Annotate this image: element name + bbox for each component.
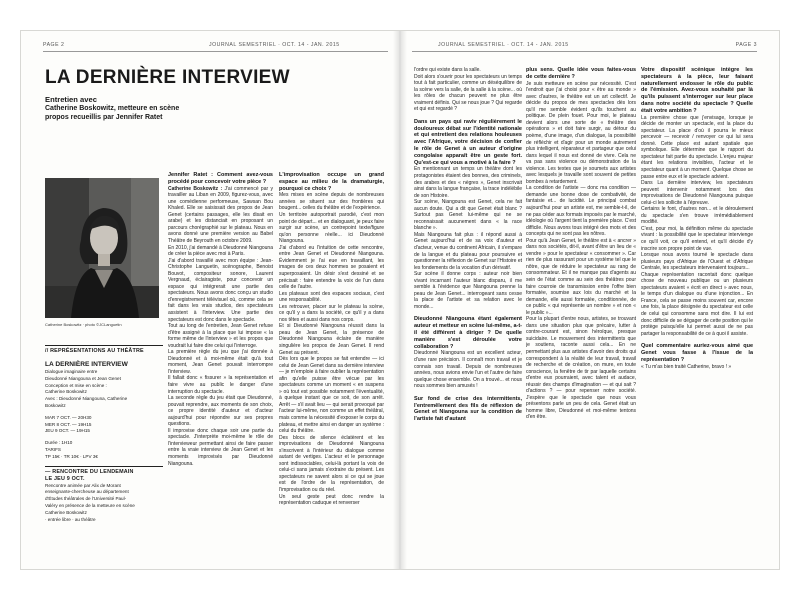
interview-paragraph [641,226,753,252]
text-column-4 [526,67,636,537]
paragraph-text: Sur scène il donne corps : auteur noir bien vivant incarnant l'auteur blanc disparu, il me semble à l'évidence que Niangouna prenne la peau de Jean Genet... interrogeant sans cesse la place de l'artiste et sa relation avec le monde... [414,271,522,310]
sidebar-section-head: // REPRÉSENTATIONS AU THÉÂTRE [45,348,144,354]
interview-paragraph [168,428,273,467]
interview-paragraph [414,166,522,199]
paragraph-text: Dans La dernière interview, les spectateurs peuvent intervenir notamment lors des improvisations de Dieudonné Niangouna puisque celui-ci les sollicite à l'épreuve. [641,180,753,206]
interview-paragraph [414,350,522,389]
interview-paragraph [279,291,384,304]
interview-question: Dans un pays qui raviv régulièrement le douloureux débat sur l'identité nationale et qui entretient des relations houleuses avec l'Afrique, votre décision de confier le rôle de Genet à un auteur d'origine congolaise apparaît être un geste fort. Qu'est-ce qui vous a motivé à la faire ? [414,118,522,166]
paragraph-text: Chaque représentation racontait donc quelque chose de nouveau publique ou un plusieurs spectateurs avaient « écrit en direct » avec nous, le temps d'un dialogue ou d'une injonction... En France, cela se passe moins souvent car, encore une fois, la place désignée du spectateur est celle de celui qui consomme sans mot dire. Il lui est donc difficile de se dégager de cette position qui le protège puisqu'elle lui permet aussi de ne pas partager la responsabilité de ce à quoi il assiste. [641,271,753,337]
show-date: MER 8 OCT. — 19H15 [45,421,92,427]
interview-paragraph [168,375,273,395]
paragraph-text: Certains le font, d'autres non... et le déroulement du spectacle s'en trouve irrémédiablement modifié. [641,206,753,226]
page-folio-left: PAGE 2 [43,42,65,48]
paragraph-text: C'est, pour moi, la définition même du spectacle vivant : la possibilité que le spectateur intervienge ce qu'il voit, ce qu'il entend, et qu'il décide d'y inscrire son propre point de vue. [641,225,753,252]
paragraph-text: Un territoire autoportrait parodié, c'est mon point de départ... et en dialoguant, je peux faire surgir sur scène, un contrepoint texte/figure qu'on personne réelle... ici Dieudonné Niangouna. [279,212,384,245]
paragraph-text: Mais Niangouna fait plus : il répond aussi à Genet aujourd'hui et de sa voix d'auteur et d'acteur, venue du continent Africain, il s'empare de la langue et du plateau pour poursuivre et questionner la réflexion de Genet sur l'Histoire et les fondements de la vocation d'un dérivatif. [414,231,522,271]
performance-sidebar [45,345,163,523]
paragraph-text: J'ai commencé par y travailler au Liban en 2009, figurez-vous, avec une comédienne performeuse, Sawsan Bou Khaled. Elle se saisissait des propos de Jean Genet (certains passages, elle les disait en arabe) et les distanciait en proposant un parcours chorégraphié sur le plateau. Nous en avons donné une première version au Babel Théâtre de Beyrouth en octobre 2009. [168,185,273,244]
intro-line: Entretien avec [45,95,97,104]
left-page [21,31,400,569]
interview-paragraph [414,74,522,113]
paragraph-text: Dieudonné Niangouna est un excellent acteur, d'une rare précision. Il connaît mon travail et je connais son travail. Depuis de nombreuses années, nous avions envie l'un et l'autre de faire quelque chose ensemble. On a trouvé... et nous nous sommes bien amusés ! [414,350,522,390]
interview-paragraph [279,245,384,291]
intro-byline: propos recueillis par Jennifer Ratet [45,114,163,121]
show-credits [45,369,163,410]
interview-paragraph [168,186,273,245]
paragraph-text: Pour qu'à Jean Genet, le théâtre est à « ancrer » dans nos sociétés, dit-il, avant d'être un lieu de « vendre » pour le spectateur « consommer ». Car rien de plus rassurant pour un système tel que le nôtre, que de réduire le spectateur au rang de consommateur. Et il ne manque pas d'agents au sein de l'état comme au sein des théâtres pour faire courroie de transmission entre l'offre bien formatée, soumise aux lois du marché et la demande, elle aussi formatée, conditionnée, de ce public « qui représente un nombre » et non « le public »... [526,237,636,316]
text-column-1 [168,172,273,567]
paragraph-text: La première règle du jeu que j'ai donnée à Dieudonné et à moi-même était qu'à tout moment, Jean Genet pouvait interrompre l'interview. [168,349,273,375]
paragraph-text: En mentionnant un temps un théâtre dont les protagonistes étaient des bonnes, des criminels, des arabes et des « nègres », Genet inscrivait ainsi dans la langue française, la trace indélébile de son Histoire. [414,166,522,199]
paragraph-text: La seconde règle du jeu était que Dieudonné, pouvait reprendre, aux moments de son choix, ce propre identité d'auteur et d'acteur aujourd'hui pour répondre sur ses propres questions. [168,395,273,428]
interview-paragraph [279,304,384,324]
interview-paragraph [526,238,636,317]
interview-question: Sur fond de crise des intermittents, l'entremêlement des fils de réflexion de Genet et Niangouna sur la condition de l'artiste fait d'autant [414,395,522,423]
paragraph-text: l'ordre qui existe dans la salle. [414,67,481,73]
credit-line: Avec : Dieudonné Niangouna, Catherine [45,396,128,402]
meeting-line: d'Études théâtrales de l'Université Paul- [45,496,127,502]
divider [45,466,163,467]
paragraph-text: Et si Dieudonné Niangouna réussit dans la peau de Jean Genet, la présence de Dieudonné Niangouna éclaire de manière singulière les propos de Jean Genet. Il rend Genet au présent. [279,323,384,356]
credit-line: Boskowitz [45,402,66,408]
meeting-line: · entrée libre · au théâtre [45,516,96,522]
interview-question: plus sens. Quelle idée vous faites-vous de cette dernière ? [526,67,636,80]
tarifs-values: TP 15€ · TR 10€ · LPV 3€ [45,453,98,459]
page-folio-right: PAGE 3 [735,42,757,48]
paragraph-text: Doit alors s'ouvrir pour les spectateurs un temps tout à fait particulier, comme un déséquilibre de la scène vers la salle, de la salle à la scène... où les rôles de chacun peuvent ne plus être vraiment définis. Qui se nous joue ? Qui regarde et qui est regardé ? [414,73,522,113]
interview-paragraph [279,356,384,435]
interview-paragraph [414,199,522,232]
meeting-line: Valéry en présence de la metteure en scène [45,502,135,508]
paragraph-text: Dès lors que le propos se fait entendre — ici celui de Jean Genet dans sa dernière interview — je m'emploie à faire oublier la représentation afin qu'elle puisse être vécue par les spectateurs comme un moment « en suspens » où tout est possible notamment l'éventualité, à quelque instant que ce soit, de son arrêt. Arrêt — s'il avait lieu — qui serait provoqué par l'acteur lui-même, non comme un effet théâtral, mais comme la nécessité d'exposer le corps du plateau, et mettre ainsi en danger un système : celui du théâtre. [279,356,384,435]
meeting-line: Rencontre animée par Alix de Morant [45,482,121,488]
show-dates [45,415,163,435]
speaker-label: Catherine Boskowitz : [168,185,225,192]
header-rule [43,51,388,52]
interview-paragraph [279,494,384,507]
meeting-text [45,483,163,524]
show-title: LA DERNIÈRE INTERVIEW [45,361,128,368]
interview-question: Dieudonné Niangouna étant également auteur et metteur en scène lui-même, a-t-il été différent à diriger ? De quelle manière s'est déroulée votre collaboration ? [414,316,522,350]
paragraph-text: Les retrouver, placer sur le plateau la scène, ce qu'il y a dans la société, ce qu'il y a dans nos têtes et aussi dans nos corps. [279,303,384,323]
interview-question: Quel commentaire auriez-vous aimé que Genet vous fasse à l'issue de la représentation ? [641,343,753,363]
running-head-left: JOURNAL SEMESTRIEL · OCT. 14 - JAN. 2015 [209,42,340,48]
photo-caption: Catherine Boskowitz · photo ©JCLanguetin [45,322,122,327]
interview-paragraph [641,115,753,180]
paragraph-text: J'ai d'abord travaillé avec mon équipe : Jean-Christophe Languetin, scénographe, Benoist Bouvot, compositeur sonore, Laurent Vergnaud, éclairagiste, pour concevoir un espace qui intégrerait une partie des spectateurs. Nous avons donc conçu un studio d'enregistrement télévisuel où, comme cela se fait dans les vrais studios, des spectateurs assistent à l'interview. Une partie des spectateurs est donc dans le spectacle. [168,257,273,323]
portrait-illustration [45,178,159,318]
interview-paragraph [526,185,636,237]
paragraph-text: Sur scène, Niangouna est Genet, cela ne fait aucun doute. Qui a dit que Genet était blanc ? Surtout pas Genet lui-même qui ne se reconnaissait aucunement dans « la race blanche ». [414,199,522,232]
text-column-5 [641,67,753,537]
interview-paragraph [414,271,522,310]
interview-paragraph [641,206,753,226]
interview-paragraph [279,212,384,245]
header-rule [412,51,757,52]
interview-paragraph [168,395,273,428]
divider [45,345,163,346]
meeting-date: LE JEU 9 OCT. [45,475,85,482]
interview-paragraph [641,180,753,206]
interview-question: L'improvisation occupe un grand espace au milieu de la dramaturgie, pourquoi ce choix ? [279,172,384,192]
meeting-line: enseignante-chercheuse au département [45,489,129,495]
interview-paragraph [641,272,753,337]
interview-paragraph [641,252,753,272]
paragraph-text: En 2010, j'ai demandé à Dieudonné Niangouna de créer la pièce avec moi à Paris. [168,244,273,258]
paragraph-text: Je suis metteure en scène par nécessité. C'est l'endroit que j'ai choisi pour « être au monde » avec d'autres, le théâtre est un art collectif. Je décide du propos de mes spectacles dès lors qu'il me semble évident qu'ils touchent au politique. De plein fouet. Pour moi, le plateau devient alors une sorte de « théâtre des opérations » et doit faire surgir, au détour du poème, d'une image, d'un dialogue, la possibilité de réfléchir et d'agir pour un monde autrement plus intelligent, réparateur et partageur que celui dans lequel il nous est donné de vivre. Cela ne va pas sans violence ou démonstration de la violence. Les textes que je soumets aux artistes avec lesquels je travaille sont souvent de petites bombes à retardement. [526,80,636,185]
paragraph-text: Il fallait donc « fissurer » la représentation et faire vivre au public le danger d'une interruption du spectacle. [168,375,273,395]
right-page [400,31,779,569]
paragraph-text: J'ai d'abord eu l'intuition de cette rencontre, entre Jean Genet et Dieudonné Niangouna. Évidemment je l'ai eue en travaillant, les images de ces deux hommes se posaient et superposaient. Un désir s'est dessiné et se précisait : faire entendre la voix de l'un dans celle de l'autre. [279,244,384,291]
article-intro [45,95,325,122]
interview-paragraph [279,323,384,356]
show-duration: Durée : 1H10 [45,440,73,446]
text-column-2 [279,172,384,567]
credit-line: Catherine Boskowitz [45,389,87,395]
credit-line: Conception et mise en scène : [45,382,107,388]
paragraph-text: Tout au long de l'entretien, Jean Genet refuse d'être assigné à la place que lui impose « la forme même de l'interview » et les propos que voudrait lui faire dire celui qui l'interroge. [168,323,273,349]
interview-question: Votre dispositif scénique intègre les spectateurs à la pièce, leur faisant naturellement endosser le rôle du public de l'émission. Avez-vous souhaité par là qu'ils puissent s'interroger sur leur place dans notre société du spectacle ? Quelle était votre ambition ? [641,67,753,114]
paragraph-text: La première chose que j'envisage, lorsque je décide de monter un spectacle, est la place du spectateur. La place d'où il pourra le mieux percevoir — recevoir / renvoyer ce qui lui sera donné. Cette place est autant spatiale que symbolique. Elle détermine que le rapport du spectateur fait partie du spectacle. L'enjeu majeur étant les relations invisibles, l'acteur et le spectateur quant à un moment. Quelque chose se passe entre eux et le spectacle advient. [641,114,753,180]
show-date: JEU 9 OCT. — 19H15 [45,428,90,434]
interview-paragraph [168,258,273,323]
paragraph-text: La condition de l'artiste — donc ma condition — demande une bonne dose de combativité, de fantaisie et... de lucidité. Le principal combat aujourd'hui pour un artiste est, me semble-t-il, de ne pas céder aux formats imposés par le marché, idéologie où l'argent tient la première place. C'est difficile. Nous avons tous intégré des mots et des concepts qui ne sont pas les nôtres. [526,185,636,238]
interview-paragraph [414,232,522,271]
interview-paragraph [168,323,273,349]
tarifs-label: TARIFS [45,446,61,452]
paragraph-text: Les plateaux sont des espaces sociaux, c'est une responsabilité. [279,290,384,304]
meeting-head: — RENCONTRE DU LENDEMAIN [45,468,134,475]
intro-line: Catherine Boskowitz, metteure en scène [45,105,180,112]
magazine-spread [21,31,779,569]
credit-line: Dialogue imaginaire entre [45,369,98,374]
paragraph-text: Des blocs de silence éclatèrent et les improvisations de Dieudonné Niangouna s'inscrivent à l'intérieur du dialogue comme autant de vertiges. L'acteur et le personnage sont indissociables, celui-là portant la voix de celui-ci sans jamais s'extraire du présent. Les spectateurs ne savent alors si ce qui se joue est de l'ordre de la représentation, de l'improvisation ou du réel. [279,434,384,493]
paragraph-text: « Tu m'as bien traité Catherine, bravo ! » [641,363,732,370]
book-gutter-shadow [393,31,407,569]
interview-paragraph [526,81,636,186]
interview-paragraph [168,245,273,258]
interview-paragraph [279,192,384,212]
paragraph-text: Mes mises en scène depuis de nombreuses années se situent sur des frontières qui bougent... celles du théâtre et de l'expérience. [279,192,384,212]
running-head-right: JOURNAL SEMESTRIEL · OCT. 14 - JAN. 2015 [438,42,569,48]
paragraph-text: Pour la plupart d'entre nous, artistes, se trouvant dans une situation plus que précaire, lutter à contre-courant est, sinon héroïque, presque suicidaire. Le mouvement des intermittents que je soutiens, raconte aussi cela... En ne permettant plus aux artistes d'avoir des droits qui correspondent à la réalité de leur travail, travail de recherche et de création, on mure, en toute conscience, la fenêtre de tir par laquelle certains d'entre eux pourraient, avec talent et audace, réussir des champs d'imagination — et qui sait ? d'actions ? — pour repenser notre société. J'espère que le spectacle que nous vous présentons parle un peu de cela. Genet était un homme libre, Dieudonné et moi-même tentons d'en être. [526,316,636,421]
credit-line: Dieudonné Niangouna et Jean Genet [45,375,121,381]
paragraph-text: Il improvise donc chaque soir une partie du spectacle. J'interprète moi-même le rôle de l'intervieweur permettant ainsi de faire passer entre la vraie interview de Jean Genet et les moments improvisés par Dieudonné Niangouna. [168,427,273,467]
article-title: LA DERNIÈRE INTERVIEW [45,67,290,88]
paragraph-text: Lorsque nous avons tourné le spectacle dans plusieurs pays d'Afrique de l'Ouest et d'Afrique Centrale, les spectateurs intervenaient toujours... [641,252,753,272]
portrait-photo [45,178,159,318]
paragraph-text: Un seul geste peut donc rendre la représentation caduque et renverser [279,493,384,507]
show-date: MAR 7 OCT. — 20H30 [45,414,92,420]
meeting-line: Catherine Boskowitz [45,509,87,515]
interview-paragraph [168,349,273,375]
interview-paragraph [279,435,384,494]
text-column-3 [414,67,522,537]
interview-paragraph [641,364,753,371]
interview-paragraph [526,316,636,421]
interview-question: Jennifer Ratet : Comment avez-vous procédé pour concevoir votre pièce ? [168,172,273,185]
